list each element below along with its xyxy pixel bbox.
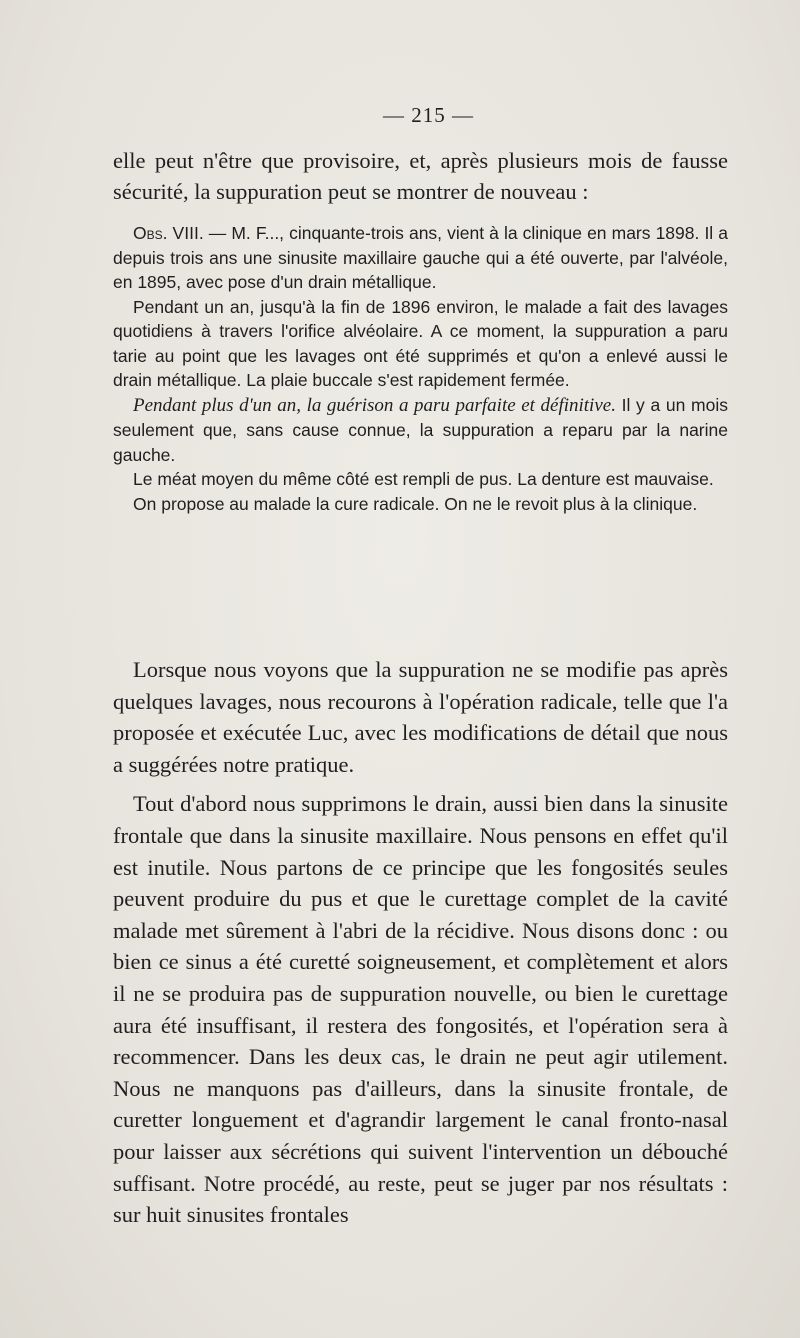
body-paragraph-1: Lorsque nous voyons que la suppuration ne se modifie pas après quelques lavages, nous recourons à l'opération radicale, telle que l'a proposée et exécutée Luc, avec les modifications de détail que nous a suggérées notre pratique. bbox=[113, 657, 728, 777]
page-number: — 215 — bbox=[383, 103, 474, 127]
observation-text-1: — M. F..., cinquante-trois ans, vient à la clinique en mars 1898. Il a depuis trois ans une sinusite maxillaire gauche qui a été ouverte, par l'alvéole, en 1895, avec pose d'un drain métallique. bbox=[113, 223, 728, 292]
observation-block bbox=[113, 221, 728, 516]
main-text bbox=[113, 654, 728, 1231]
observation-text-3: Il y a un mois seulement que, sans cause connue, la suppuration a reparu par la narine gauche. bbox=[113, 394, 728, 465]
observation-paragraph-3 bbox=[113, 393, 728, 468]
observation-paragraph-5: On propose au malade la cure radicale. On ne le revoit plus à la clinique. bbox=[133, 493, 698, 514]
intro-paragraph: elle peut n'être que provisoire, et, après plusieurs mois de fausse sécurité, la suppuration peut se montrer de nouveau : bbox=[113, 148, 728, 204]
observation-paragraph-1 bbox=[113, 221, 728, 295]
observation-italic-text: Pendant plus d'un an, la guérison a paru parfaite et définitive. bbox=[133, 394, 616, 416]
observation-label: Obs. VIII. bbox=[133, 223, 204, 243]
observation-paragraph-2: Pendant un an, jusqu'à la fin de 1896 environ, le malade a fait des lavages quotidiens à travers l'orifice alvéolaire. A ce moment, la suppuration a paru tarie au point que les lavages ont été supprimés et qu'on a enlevé aussi le drain métallique. La plaie buccale s'est rapidement fermée. bbox=[113, 296, 728, 390]
observation-paragraph-4: Le méat moyen du même côté est rempli de pus. La denture est mauvaise. bbox=[133, 469, 714, 489]
body-paragraph-2: Tout d'abord nous supprimons le drain, aussi bien dans la sinusite frontale que dans la sinusite maxillaire. Nous pensons en effet qu'il est inutile. Nous partons de ce principe que les fongosités seules peuvent produire du pus et que le curettage complet de la cavité malade met sûrement à l'abri de la récidive. Nous disons donc : ou bien ce sinus a été curetté soigneusement, et complètement et alors il ne se produira pas de suppuration nouvelle, ou bien le curettage aura été insuffisant, il restera des fongosités, et l'opération sera à recommencer. Dans les deux cas, le drain ne peut agir utilement. Nous ne manquons pas d'ailleurs, dans la sinusite frontale, de curetter longuement et d'agrandir largement le canal fronto-nasal pour laisser aux sécrétions qui suivent l'intervention un débouché suffisant. Notre procédé, au reste, peut se juger par nos résultats : sur huit sinusites frontales bbox=[113, 791, 728, 1228]
